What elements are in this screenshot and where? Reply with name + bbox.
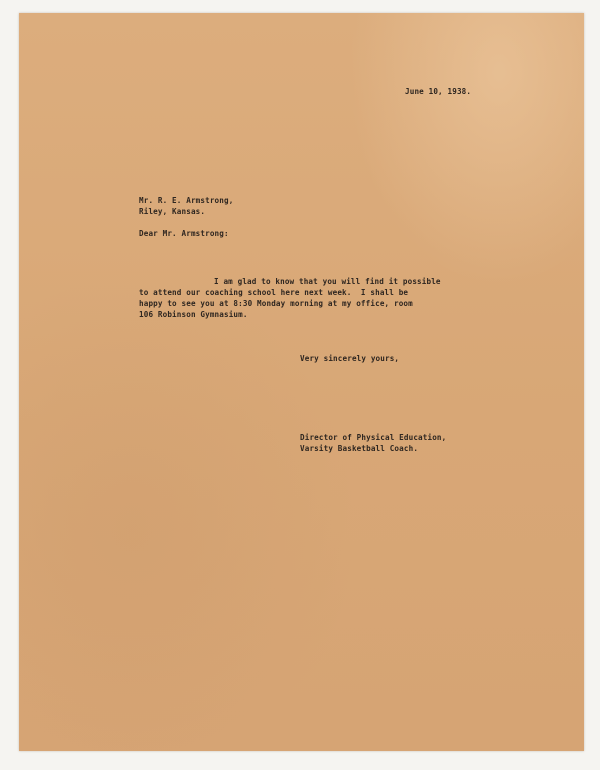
letter-date: June 10, 1938.: [405, 87, 472, 96]
salutation: Dear Mr. Armstrong:: [139, 229, 229, 238]
recipient-name: Mr. R. E. Armstrong,: [139, 196, 234, 205]
letter-page: [19, 13, 584, 751]
body-line: happy to see you at 8:30 Monday morning at my office, room: [139, 299, 413, 308]
closing: Very sincerely yours,: [300, 354, 400, 363]
signature-title: Director of Physical Education,: [300, 433, 447, 442]
body-line: I am glad to know that you will find it possible: [214, 277, 441, 286]
signature-title: Varsity Basketball Coach.: [300, 444, 419, 453]
body-line: to attend our coaching school here next week. I shall be: [139, 288, 409, 297]
recipient-address: Riley, Kansas.: [139, 207, 206, 216]
body-line: 106 Robinson Gymnasium.: [139, 310, 248, 319]
